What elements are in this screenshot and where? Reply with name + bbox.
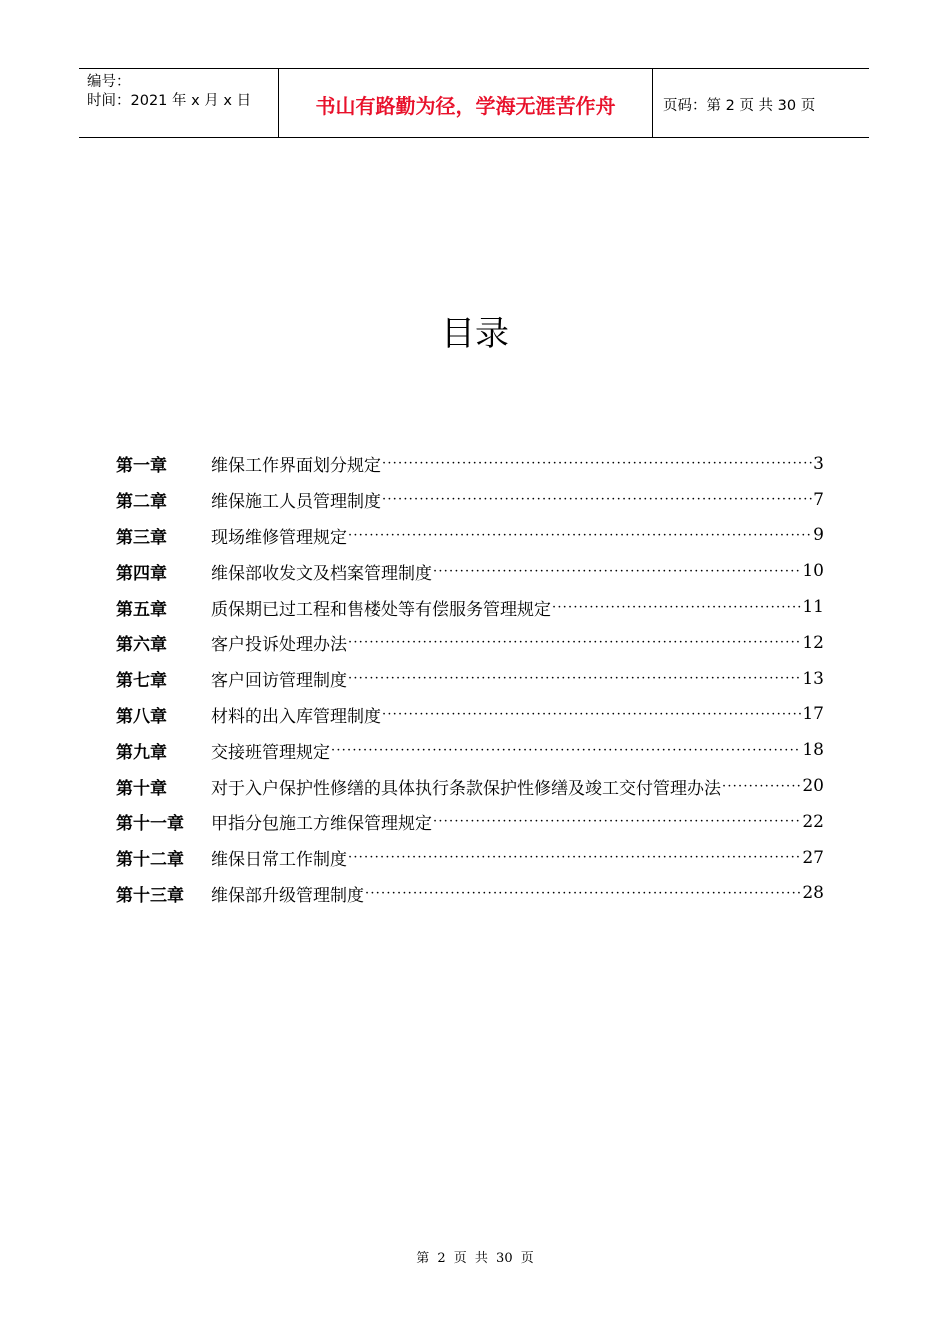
toc-page-number: 22	[802, 811, 824, 832]
toc-entry[interactable]	[116, 804, 824, 840]
toc-page-number: 12	[802, 632, 824, 653]
toc-chapter-title: 交接班管理规定	[211, 742, 330, 763]
toc-dot-leader	[433, 813, 801, 830]
toc-entry[interactable]	[116, 840, 824, 876]
toc-entry[interactable]	[116, 589, 824, 625]
document-number: 编号：	[87, 74, 131, 90]
toc-chapter-number: 第二章	[116, 492, 167, 513]
toc-page-number: 11	[802, 597, 824, 618]
toc-page-number: 28	[802, 883, 824, 904]
toc-dot-leader	[722, 778, 801, 795]
toc-entry[interactable]	[116, 732, 824, 768]
toc-chapter-title: 甲指分包施工方维保管理规定	[211, 814, 432, 835]
header-motto: 书山有路勤为径，学海无涯苦作舟	[279, 69, 653, 137]
toc-page-number: 7	[813, 489, 824, 510]
toc-entry[interactable]	[116, 697, 824, 733]
toc-chapter-number: 第十一章	[116, 814, 184, 835]
toc-chapter-title: 客户投诉处理办法	[211, 635, 347, 656]
table-of-contents	[116, 446, 824, 911]
toc-chapter-title: 对于入户保护性修缮的具体执行条款保护性修缮及竣工交付管理办法	[211, 778, 721, 799]
toc-chapter-title: 维保部收发文及档案管理制度	[211, 563, 432, 584]
toc-chapter-title: 客户回访管理制度	[211, 671, 347, 692]
toc-dot-leader	[348, 634, 801, 651]
toc-dot-leader	[348, 527, 812, 544]
toc-page-number: 17	[802, 704, 824, 725]
toc-entry[interactable]	[116, 553, 824, 589]
page-header	[79, 68, 869, 138]
toc-entry[interactable]	[116, 876, 824, 912]
document-date: 时间：2021 年 x 月 x 日	[87, 93, 252, 109]
toc-entry[interactable]	[116, 482, 824, 518]
toc-chapter-title: 维保工作界面划分规定	[211, 456, 381, 477]
toc-entry[interactable]	[116, 768, 824, 804]
toc-chapter-number: 第九章	[116, 742, 167, 763]
toc-chapter-title: 维保部升级管理制度	[211, 885, 364, 906]
header-page-info: 页码：第 2 页 共 30 页	[663, 97, 816, 114]
toc-dot-leader	[348, 670, 801, 687]
toc-chapter-title: 维保施工人员管理制度	[211, 492, 381, 513]
toc-chapter-number: 第六章	[116, 635, 167, 656]
toc-entry[interactable]	[116, 661, 824, 697]
toc-dot-leader	[331, 742, 801, 759]
toc-page-number: 3	[813, 453, 824, 474]
page-footer: 第 2 页 共 30 页	[416, 1251, 534, 1266]
toc-chapter-number: 第四章	[116, 563, 167, 584]
toc-chapter-number: 第三章	[116, 527, 167, 548]
toc-chapter-title: 材料的出入库管理制度	[211, 706, 381, 727]
toc-chapter-number: 第八章	[116, 706, 167, 727]
toc-dot-leader	[382, 706, 801, 723]
toc-chapter-number: 第五章	[116, 599, 167, 620]
toc-page-number: 9	[813, 525, 824, 546]
toc-chapter-title: 现场维修管理规定	[211, 527, 347, 548]
toc-dot-leader	[382, 455, 812, 472]
toc-entry[interactable]	[116, 518, 824, 554]
toc-page-number: 20	[802, 776, 824, 797]
header-meta	[79, 69, 279, 137]
toc-page-number: 13	[802, 668, 824, 689]
toc-entry[interactable]	[116, 625, 824, 661]
toc-chapter-number: 第十二章	[116, 850, 184, 871]
toc-page-number: 27	[802, 847, 824, 868]
toc-chapter-number: 第一章	[116, 456, 167, 477]
page-title: 目录	[441, 314, 509, 354]
toc-entry[interactable]	[116, 446, 824, 482]
toc-dot-leader	[348, 849, 801, 866]
toc-chapter-number: 第十三章	[116, 885, 184, 906]
toc-dot-leader	[365, 885, 801, 902]
toc-chapter-title: 质保期已过工程和售楼处等有偿服务管理规定	[211, 599, 551, 620]
toc-page-number: 18	[802, 740, 824, 761]
toc-dot-leader	[433, 563, 801, 580]
toc-chapter-number: 第十章	[116, 778, 167, 799]
toc-chapter-number: 第七章	[116, 671, 167, 692]
toc-page-number: 10	[802, 561, 824, 582]
toc-dot-leader	[552, 599, 801, 616]
toc-dot-leader	[382, 491, 812, 508]
toc-chapter-title: 维保日常工作制度	[211, 850, 347, 871]
